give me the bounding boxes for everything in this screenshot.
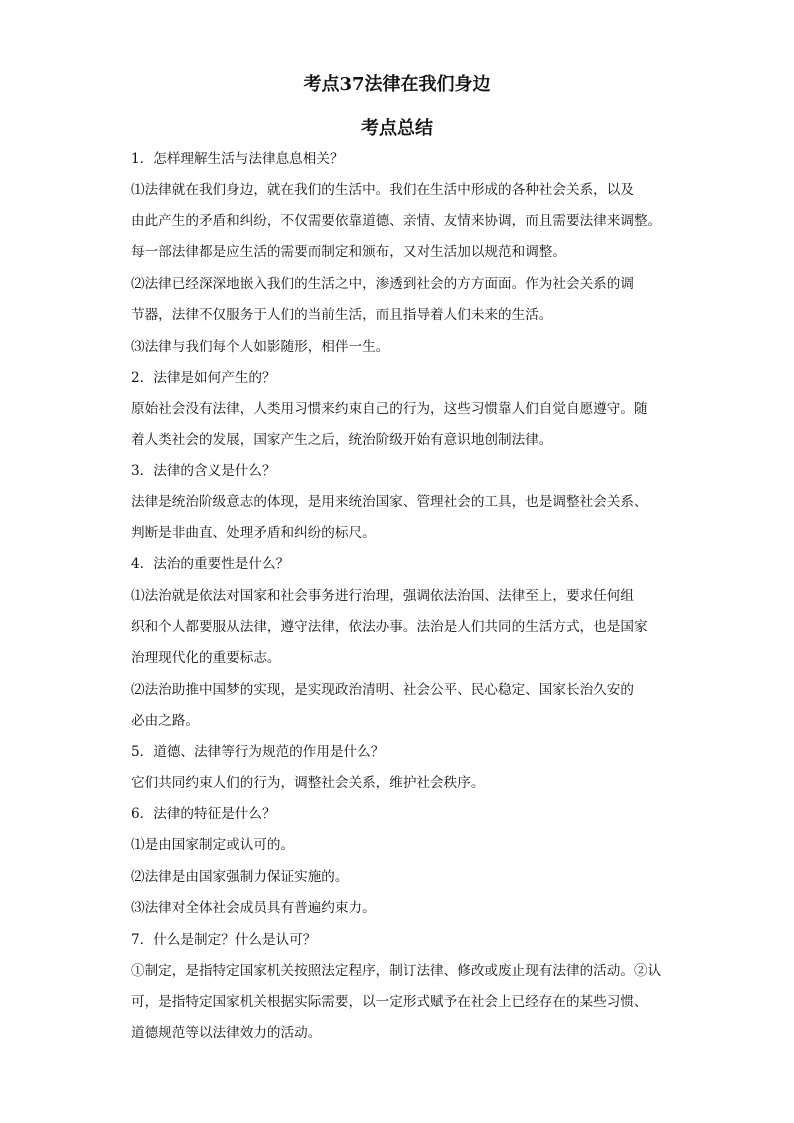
answer-4-line-5: 必由之路。 <box>131 713 199 729</box>
answer-7-line-2: 可，是指特定国家机关根据实际需要，以一定形式赋予在社会上已经存在的某些习惯、 <box>131 994 648 1010</box>
answer-3-line-1: 法律是统治阶级意志的体现，是用来统治国家、管理社会的工具，也是调整社会关系、 <box>131 494 648 510</box>
question-5-heading: 5．道德、法律等行为规范的作用是什么？ <box>131 744 385 760</box>
answer-1-line-2: 由此产生的矛盾和纠纷，不仅需要依靠道德、亲情、友情来协调，而且需要法律来调整。 <box>131 213 662 229</box>
document-title: 考点37法律在我们身边 <box>303 74 491 95</box>
answer-2-line-1: 原始社会没有法律，人类用习惯来约束自己的行为，这些习惯靠人们自觉自愿遵守。随 <box>131 401 648 417</box>
answer-1-line-6: ⑶法律与我们每个人如影随形，相伴一生。 <box>131 339 390 355</box>
document-subtitle: 考点总结 <box>361 118 433 139</box>
answer-5-line-1: 它们共同约束人们的行为，调整社会关系，维护社会秩序。 <box>131 775 485 791</box>
question-2-heading: 2．法律是如何产生的？ <box>131 370 276 386</box>
answer-4-line-3: 治理现代化的重要标志。 <box>131 650 281 666</box>
question-4-heading: 4．法治的重要性是什么？ <box>131 556 290 572</box>
answer-7-line-1: ①制定，是指特定国家机关按照法定程序，制订法律、修改或废止现有法律的活动。②认 <box>131 963 662 979</box>
answer-1-line-1: ⑴法律就在我们身边，就在我们的生活中。我们在生活中形成的各种社会关系，以及 <box>131 182 634 198</box>
answer-1-line-4: ⑵法律已经深深地嵌入我们的生活之中，渗透到社会的方方面面。作为社会关系的调 <box>131 276 634 292</box>
answer-1-line-5: 节器，法律不仅服务于人们的当前生活，而且指导着人们未来的生活。 <box>131 307 553 323</box>
answer-6-line-1: ⑴是由国家制定或认可的。 <box>131 837 295 853</box>
answer-6-line-2: ⑵法律是由国家强制力保证实施的。 <box>131 869 349 885</box>
question-6-heading: 6．法律的特征是什么？ <box>131 806 276 822</box>
answer-7-line-3: 道德规范等以法律效力的活动。 <box>131 1025 322 1041</box>
answer-4-line-1: ⑴法治就是依法对国家和社会事务进行治理，强调依法治国、法律至上，要求任何组 <box>131 588 634 604</box>
answer-4-line-4: ⑵法治助推中国梦的实现，是实现政治清明、社会公平、民心稳定、国家长治久安的 <box>131 682 634 698</box>
question-1-heading: 1．怎样理解生活与法律息息相关？ <box>131 151 344 167</box>
answer-2-line-2: 着人类社会的发展，国家产生之后，统治阶级开始有意识地创制法律。 <box>131 432 553 448</box>
question-7-heading: 7．什么是制定？什么是认可？ <box>131 932 317 948</box>
question-3-heading: 3．法律的含义是什么？ <box>131 463 276 479</box>
answer-6-line-3: ⑶法律对全体社会成员具有普遍约束力。 <box>131 900 376 916</box>
answer-1-line-3: 每一部法律都是应生活的需要而制定和颁布，又对生活加以规范和调整。 <box>131 244 566 260</box>
answer-3-line-2: 判断是非曲直、处理矛盾和纠纷的标尺。 <box>131 525 376 541</box>
answer-4-line-2: 织和个人都要服从法律，遵守法律，依法办事。法治是人们共同的生活方式，也是国家 <box>131 619 648 635</box>
